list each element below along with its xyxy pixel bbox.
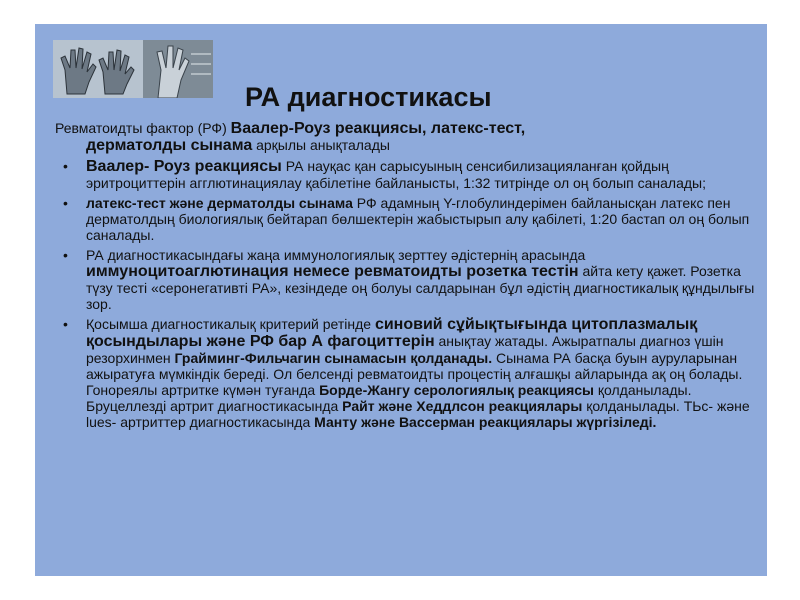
bullet-2-bold: латекс-тест және дерматолды сынама — [86, 195, 353, 211]
slide-body — [55, 120, 755, 430]
bullet-1-text: РА науқас қан сарысуының сенсибилизацияланған қойдың эритроциттерін агглютинациялау қабілетіне байланысты, 1:32 титрінде ол оң болып саналады; — [86, 158, 706, 191]
bullet-item-4 — [55, 316, 755, 430]
intro-paragraph — [55, 120, 755, 154]
xray-image — [143, 40, 213, 98]
slide-title: РА диагностикасы — [245, 82, 492, 112]
intro-plain-1: Ревматоидты фактор (РФ) — [55, 120, 231, 136]
bullet-item-3 — [55, 247, 755, 312]
bullet-4-text-1: Қосымша диагностикалық критерий ретінде — [86, 316, 375, 332]
bullet-4-bold-2: Грайминг-Фильчагин сынамасын қолданады. — [174, 350, 493, 366]
bullet-4-text-4: қолданылады. Бруцеллезді артрит диагностикасында — [86, 382, 692, 414]
bullet-3-text-2: айта кету қажет. Розетка түзу тесті «серонегативті РА», кезіндеде оң болуы салдарынан бұл әдістің диагностикалық құндылығы зор. — [86, 263, 755, 312]
hands-image — [53, 40, 143, 98]
header-images — [53, 40, 213, 98]
slide — [35, 24, 767, 576]
bullet-4-bold-5: Манту және Вассерман реакциялары жүргізіледі. — [314, 414, 657, 430]
bullet-2-text: РФ адамның Y-глобулиндерімен байланысқан латекс пен дерматолдың биологиялық бейтарап бөлшектерін жабыстырып алу қабілеті, 1:20 бастап ол оң болып саналады. — [86, 195, 750, 243]
intro-plain-2: арқылы анықталады — [252, 137, 390, 153]
bullet-4-text-5: қолданылады. ТЬс- және lues- артриттер диагностикасында — [86, 398, 750, 430]
intro-continuation — [55, 137, 755, 154]
bullet-item-2 — [55, 195, 755, 243]
bullet-4-bold-1: синовий сұйықтығында цитоплазмалық қосындылары және РФ бар А фагоциттерін — [86, 316, 698, 350]
bullet-4-bold-4: Райт және Хеддлсон реакциялары — [342, 398, 583, 414]
bullet-item-1 — [55, 158, 755, 191]
bullet-4-bold-3: Борде-Жангу серологиялық реакциясы — [319, 382, 594, 398]
bullet-3-bold: иммуноцитоаглютинация немесе ревматоидты розетка тестін — [86, 263, 579, 280]
intro-bold-1: Ваалер-Роуз реакциясы, латекс-тест, — [230, 120, 526, 137]
bullet-list — [55, 158, 755, 430]
bullet-1-bold: Ваалер- Роуз реакциясы — [86, 158, 282, 175]
bullet-3-text-1: РА диагностикасындағы жаңа иммунологиялық зерттеу әдістернің арасында — [86, 247, 586, 263]
bullet-4-text-2: анықтау жатады. Ажыратпалы диагноз үшін резорхинмен — [86, 333, 724, 366]
intro-bold-2: дерматолды сынама — [86, 137, 253, 154]
bullet-4-text-3: Сынама РА басқа буын ауруларынан ажыратуға мүмкіндік береді. Ол белсенді ревматоидты процестің алғашқы айларында ақ оң болады. Гонореялы артритке күмән туғанда — [86, 350, 743, 398]
